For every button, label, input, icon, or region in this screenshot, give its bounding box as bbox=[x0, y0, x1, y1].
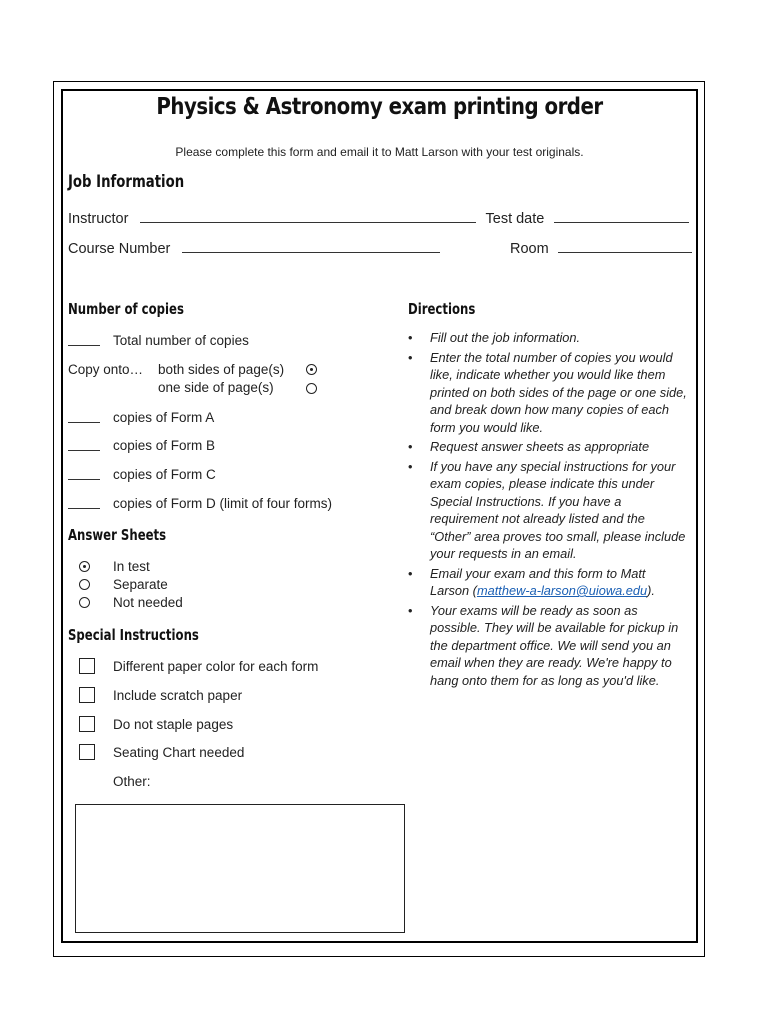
instructor-label: Instructor bbox=[68, 211, 129, 227]
direction-item: • Request answer sheets as appropriate bbox=[412, 438, 687, 456]
course-number-field[interactable] bbox=[182, 240, 440, 253]
seating-chart-label: Seating Chart needed bbox=[113, 745, 245, 760]
form-d-label: copies of Form D (limit of four forms) bbox=[113, 496, 333, 511]
email-item-suffix: ). bbox=[647, 583, 655, 598]
different-paper-color-checkbox[interactable] bbox=[79, 658, 95, 674]
email-link[interactable]: matthew-a-larson@uiowa.edu bbox=[476, 583, 648, 598]
one-side-label: one side of page(s) bbox=[158, 380, 274, 395]
form-title: Physics & Astronomy exam printing order bbox=[156, 94, 603, 120]
answer-not-needed-label: Not needed bbox=[113, 595, 183, 610]
both-sides-label: both sides of page(s) bbox=[158, 362, 285, 377]
answer-separate-radio[interactable] bbox=[79, 579, 90, 590]
direction-item: • Enter the total number of copies you would like, indicate whether you would like them printed on both sides of the page or one side, and break down how many copies of each form you would like. bbox=[412, 349, 687, 437]
direction-item: • If you have any special instructions for your exam copies, please indicate this under Special Instructions. If you have a requirement not already listed and the “Other” area proves too small, please include your requests in an email. bbox=[412, 458, 687, 563]
scratch-paper-label: Include scratch paper bbox=[113, 688, 243, 703]
direction-item: • Your exams will be ready as soon as possible. They will be available for pickup in the department office. We will send you an email when they are ready. We're happy to hang onto them for as long as you'd like. bbox=[412, 602, 687, 690]
copy-onto-label: Copy onto… bbox=[68, 362, 144, 377]
test-date-label: Test date bbox=[485, 211, 545, 227]
other-label: Other: bbox=[113, 774, 151, 789]
answer-in-test-label: In test bbox=[113, 559, 150, 574]
both-sides-radio[interactable] bbox=[306, 364, 317, 375]
instructor-field[interactable] bbox=[140, 210, 476, 223]
total-copies-label: Total number of copies bbox=[113, 333, 249, 348]
email-item-prefix: Email your exam and this form to Matt Larson ( bbox=[430, 565, 646, 598]
scratch-paper-checkbox[interactable] bbox=[79, 687, 95, 703]
room-label: Room bbox=[510, 241, 549, 257]
form-c-label: copies of Form C bbox=[113, 467, 216, 482]
test-date-field[interactable] bbox=[554, 210, 689, 223]
different-paper-color-label: Different paper color for each form bbox=[113, 659, 319, 674]
no-staple-checkbox[interactable] bbox=[79, 716, 95, 732]
answer-separate-label: Separate bbox=[113, 577, 168, 592]
form-d-copies-field[interactable] bbox=[68, 496, 100, 509]
form-a-copies-field[interactable] bbox=[68, 410, 100, 423]
one-side-radio[interactable] bbox=[306, 383, 317, 394]
answer-sheets-heading: Answer Sheets bbox=[68, 526, 167, 544]
form-b-copies-field[interactable] bbox=[68, 438, 100, 451]
direction-item-email bbox=[412, 565, 687, 600]
answer-in-test-radio[interactable] bbox=[79, 561, 90, 572]
room-row bbox=[510, 240, 692, 257]
special-instructions-heading: Special Instructions bbox=[68, 626, 199, 644]
instructor-row bbox=[68, 210, 689, 227]
room-field[interactable] bbox=[558, 240, 692, 253]
number-of-copies-heading: Number of copies bbox=[68, 300, 184, 318]
form-c-copies-field[interactable] bbox=[68, 467, 100, 480]
directions-heading: Directions bbox=[408, 300, 476, 318]
job-information-heading: Job Information bbox=[68, 172, 185, 192]
course-number-row bbox=[68, 240, 440, 257]
seating-chart-checkbox[interactable] bbox=[79, 744, 95, 760]
form-a-label: copies of Form A bbox=[113, 410, 215, 425]
no-staple-label: Do not staple pages bbox=[113, 717, 234, 732]
form-subtitle: Please complete this form and email it to Matt Larson with your test originals. bbox=[175, 145, 584, 159]
total-copies-field[interactable] bbox=[68, 333, 100, 346]
form-b-label: copies of Form B bbox=[113, 438, 216, 453]
course-number-label: Course Number bbox=[68, 241, 171, 257]
answer-not-needed-radio[interactable] bbox=[79, 597, 90, 608]
direction-item: • Fill out the job information. bbox=[412, 329, 687, 347]
directions-list bbox=[412, 329, 687, 691]
other-instructions-textarea[interactable] bbox=[75, 804, 405, 933]
